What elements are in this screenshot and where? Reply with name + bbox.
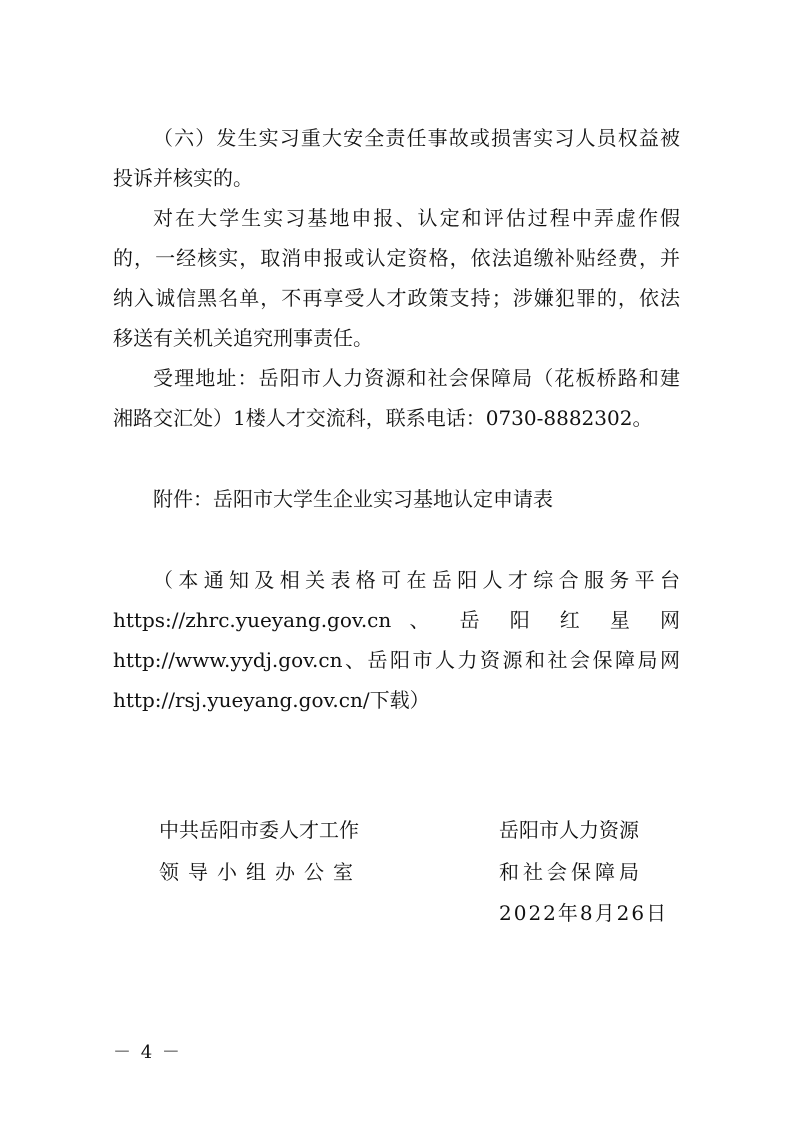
attachment-line: 附件：岳阳市大学生企业实习基地认定申请表: [153, 487, 553, 511]
note-line: http://rsj.yueyang.gov.cn/下载）: [113, 688, 430, 712]
signature-left-line1: 中共岳阳市委人才工作: [159, 818, 359, 842]
note-line: http://www.yydj.gov.cn、岳阳市人力资源和社会保障局网: [113, 648, 680, 672]
signature-left-line2: 领导小组办公室: [159, 860, 362, 884]
page-number: － 4 －: [113, 1042, 182, 1063]
body-text-line: 移送有关机关追究刑事责任。: [113, 326, 373, 350]
signature-right-line1: 岳阳市人力资源: [499, 818, 639, 842]
body-text-line: 纳入诚信黑名单，不再享受人才政策支持；涉嫌犯罪的，依法: [113, 286, 680, 310]
note-line: https://zhrc.yueyang.gov.cn 、 岳 阳 红 星 网: [113, 608, 680, 632]
body-text-line: 的，一经核实，取消申报或认定资格，依法追缴补贴经费，并: [113, 246, 680, 270]
note-line: （本通知及相关表格可在岳阳人才综合服务平台: [153, 568, 680, 592]
body-text-line: 受理地址：岳阳市人力资源和社会保障局（花板桥路和建: [153, 366, 680, 390]
signature-date: 2022年8月26日: [499, 901, 669, 925]
body-text-line: 湘路交汇处）1楼人才交流科，联系电话：0730-8882302。: [113, 406, 653, 430]
body-text-line: （六）发生实习重大安全责任事故或损害实习人员权益被: [153, 126, 680, 150]
body-text-line: 对在大学生实习基地申报、认定和评估过程中弄虚作假: [153, 206, 680, 230]
signature-right-line2: 和社会保障局: [499, 860, 643, 884]
body-text-line: 投诉并核实的。: [113, 166, 253, 190]
